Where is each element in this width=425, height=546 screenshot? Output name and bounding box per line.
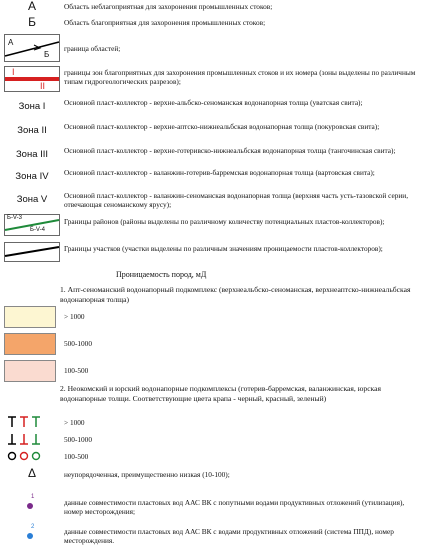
color-swatch-orange (4, 333, 56, 355)
district-label-bottom: Б-V-4 (30, 227, 45, 233)
legend-row-unfavorable (0, 0, 425, 14)
zone-label: Зона III (15, 149, 49, 160)
boundary-label-a: А (8, 38, 14, 47)
icon-row-3 (0, 449, 425, 463)
icon-row-label: 100-500 (64, 452, 89, 461)
permeability-heading: Проницаемость пород, мД (116, 270, 207, 279)
triangle-icon: Δ (27, 466, 36, 480)
legend-text: Границы участков (участки выделены по различным значениям проницаемости пластов-коллекторов); (64, 244, 383, 253)
section-boundary-icon (4, 242, 60, 262)
color-swatch-pink (4, 360, 56, 382)
circle-marks-icon (6, 449, 46, 463)
legend-row-zone-3 (0, 145, 425, 167)
swatch-row-3 (0, 360, 425, 384)
icon-row-label: > 1000 (64, 418, 85, 427)
icon-row-label: 500-1000 (64, 435, 92, 444)
legend-text: Основной пласт-коллектор - верхне-аптско-нижнеальбская водонапорная толща (покуровская свита); (64, 122, 380, 131)
icon-row-1 (0, 415, 425, 429)
legend-text: данные совместимости пластовых вод ААС ВК с попутными водами продуктивных отложений (утилизация), номер месторождения; (64, 498, 405, 517)
legend-row-triangle (0, 466, 425, 484)
legend-text: границы зон благоприятных для захоронения промышленных стоков и их номера (зоны выделены по различным типам гидрогеологических разрезов); (64, 68, 416, 87)
swatch-label: 100-500 (64, 366, 89, 375)
legend-text: граница областей; (64, 44, 121, 53)
t-marks-icon (6, 415, 46, 429)
zone-label: Зона II (17, 125, 47, 136)
legend-row-boundary (0, 34, 425, 64)
compat2-number: 2 (31, 524, 35, 530)
swatch-label: > 1000 (64, 312, 85, 321)
legend-text: неупорядоченная, преимущественно низкая (10-100); (64, 470, 230, 479)
zone-boundary-right-num: II (40, 81, 46, 91)
boundary-label-b: Б (44, 50, 50, 59)
zone-boundary-left-num: I (12, 67, 15, 77)
legend-text: Основной пласт-коллектор - верхне-готеривско-нижнеальбская водонапорная толща (тангочинская свита); (64, 146, 396, 155)
group1-title: 1. Апт-сеноманский водонапорный подкомплекс (верхнеальбско-сеноманская, верхнеаптско-нижнеальбская водонапорная толща) (60, 285, 411, 304)
legend-row-zone-4 (0, 167, 425, 189)
icon-row-2 (0, 432, 425, 446)
legend-row-zone-boundary (0, 66, 425, 94)
legend-text: Основной пласт-коллектор - валанжин-сеноманская водонапорная толща (верхняя часть усть-тазовской серии, отвечающая сеноманскому ярусу); (64, 191, 409, 210)
letter-b-symbol: Б (28, 15, 36, 29)
letter-a-symbol: А (27, 0, 36, 13)
inverted-t-marks-icon (6, 432, 46, 446)
legend-text: Область неблагоприятная для захоронения промышленных стоков; (64, 2, 273, 11)
legend-text: Основной пласт-коллектор - верхне-альбско-сеноманская водонапорная толща (уватская свита); (64, 98, 363, 107)
legend-row-sections (0, 242, 425, 266)
legend-text: Границы районов (районы выделены по различному количеству потенциальных пластов-коллекторов); (64, 217, 385, 226)
swatch-row-2 (0, 333, 425, 357)
legend-row-compat-1 (0, 493, 425, 515)
district-label-top: Б-V-3 (7, 215, 22, 221)
zone-label: Зона I (18, 101, 46, 112)
group2-title: 2. Неокомский и юрский водонапорные подкомплексы (готерив-барремская, валанжинская, юрская водонапорные толщи. Соответствующие цвета крапа - черный, красный, зеленый) (60, 384, 381, 403)
legend-text: Область благоприятная для захоронения промышленных стоков; (64, 18, 266, 27)
swatch-label: 500-1000 (64, 339, 92, 348)
legend-row-compat-2 (0, 522, 425, 544)
color-swatch-yellow (4, 306, 56, 328)
compat1-number: 1 (31, 494, 35, 500)
legend-row-favorable (0, 16, 425, 30)
legend-row-zone-1 (0, 97, 425, 119)
zone-label: Зона IV (15, 171, 49, 182)
zone-label: Зона V (16, 194, 48, 205)
swatch-row-1 (0, 306, 425, 330)
legend-row-zone-2 (0, 121, 425, 143)
legend-row-districts (0, 214, 425, 238)
legend-text: Основной пласт-коллектор - валанжин-готерив-барремская водонапорная толща (вартовская свита); (64, 168, 375, 177)
legend-row-zone-5 (0, 190, 425, 214)
legend-text: данные совместимости пластовых вод ААС ВК с водами продуктивных отложений (система ППД), номер месторождения. (64, 527, 394, 546)
